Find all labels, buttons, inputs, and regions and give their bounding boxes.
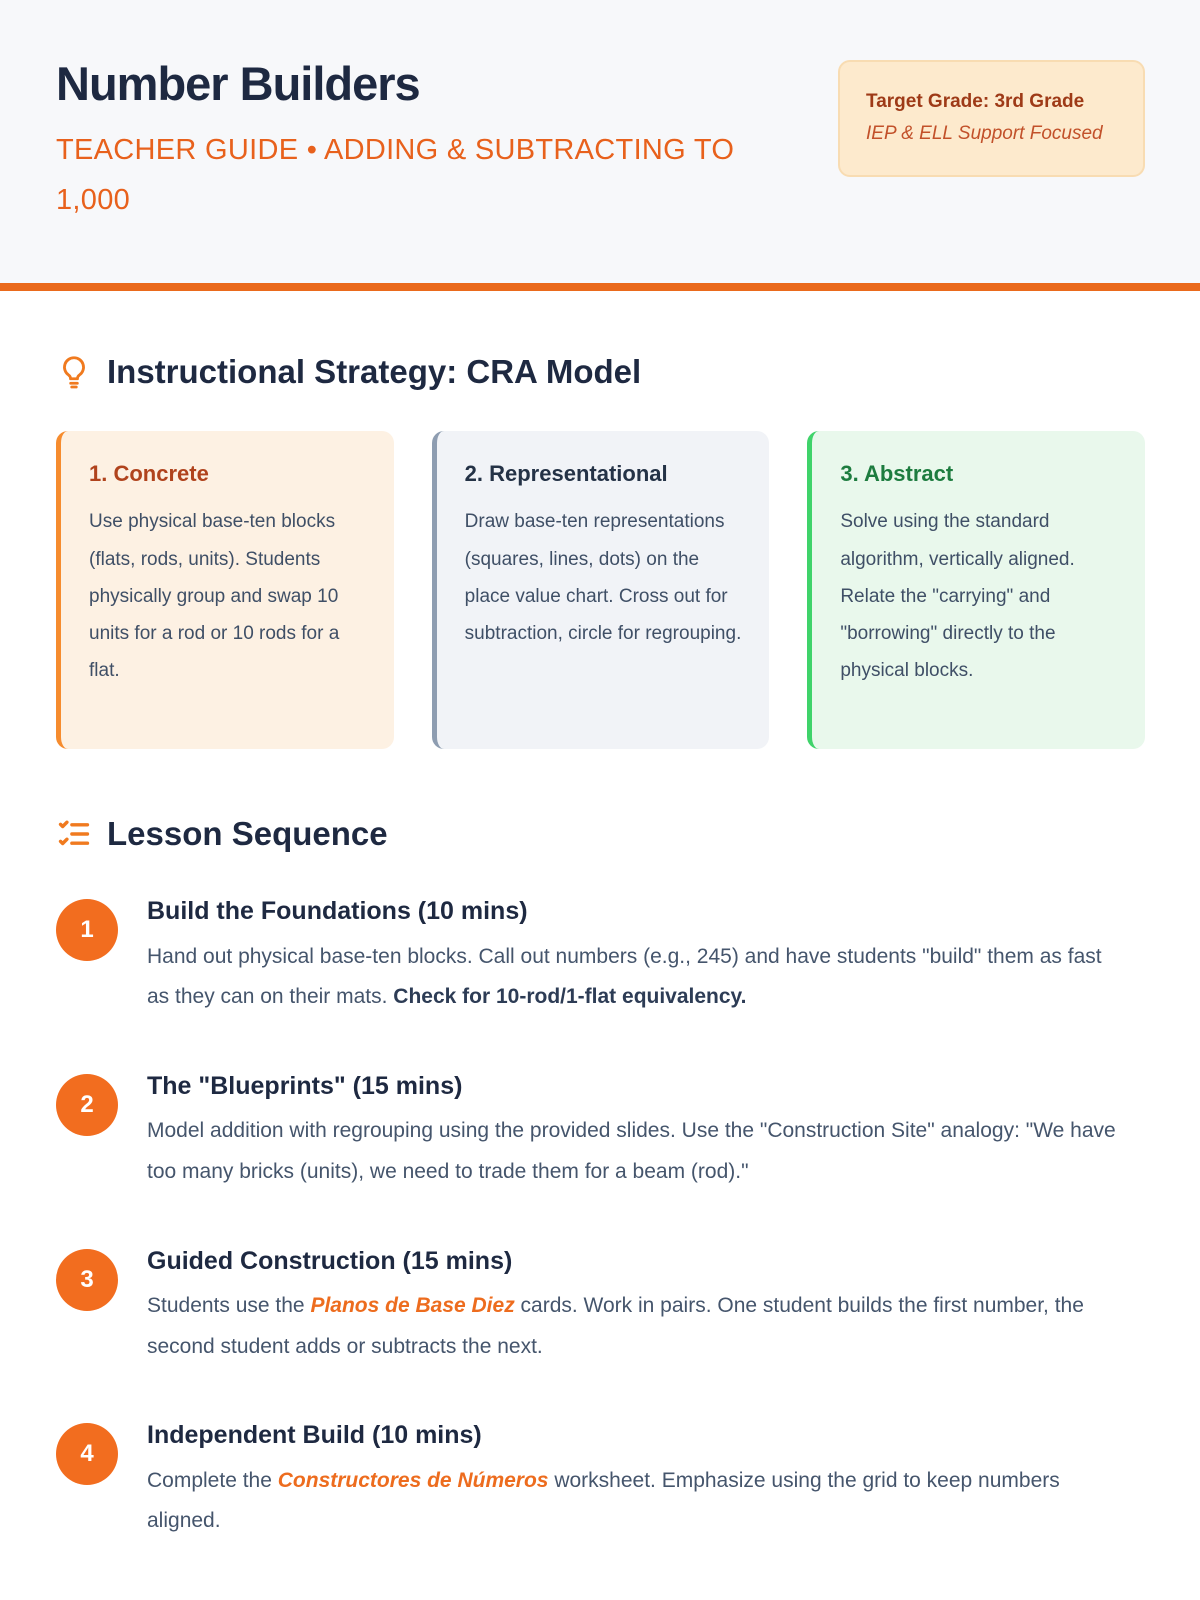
step-4-body <box>147 1461 1122 1542</box>
card-abstract-body: Solve using the standard algorithm, vertically aligned. Relate the "carrying" and "borrowing" directly to the physical blocks. <box>840 511 1075 682</box>
step-1-body <box>147 937 1122 1018</box>
orange-divider <box>0 283 1200 291</box>
step-4 <box>56 1419 1145 1542</box>
strategy-section-heading <box>56 353 1145 391</box>
step-3-content <box>147 1245 1122 1368</box>
step-2 <box>56 1070 1145 1193</box>
lightbulb-icon <box>56 354 92 390</box>
header-title-group <box>56 58 796 225</box>
step-4-spanish-term: Constructores de Números <box>277 1468 549 1492</box>
step-2-body: Model addition with regrouping using the provided slides. Use the "Construction Site" analogy: "We have too many bricks (units), we need to trade them for a beam (rod)." <box>147 1119 1116 1183</box>
document-body <box>0 353 1200 1571</box>
cra-cards <box>56 431 1145 749</box>
step-4-content <box>147 1419 1122 1542</box>
card-abstract <box>807 431 1145 749</box>
step-1-content <box>147 895 1122 1018</box>
lesson-steps <box>56 895 1145 1541</box>
page-subtitle: TEACHER GUIDE • ADDING & SUBTRACTING TO 1,000 <box>56 133 735 216</box>
step-3-body <box>147 1286 1122 1367</box>
card-concrete-title: 1. Concrete <box>89 461 209 487</box>
step-2-number-badge: 2 <box>56 1074 118 1136</box>
document-header <box>0 0 1200 283</box>
step-3-spanish-term: Planos de Base Diez <box>310 1294 515 1317</box>
step-4-number-badge: 4 <box>56 1423 118 1485</box>
step-2-content <box>147 1070 1122 1193</box>
sequence-section-title: Lesson Sequence <box>107 815 388 853</box>
support-focus-text: IEP & ELL Support Focused <box>866 123 1103 145</box>
card-representational-title: 2. Representational <box>464 461 668 487</box>
strategy-section-title: Instructional Strategy: CRA Model <box>107 353 642 391</box>
step-4-body-text: Complete the <box>147 1468 278 1492</box>
sequence-section-heading <box>56 815 1145 853</box>
card-representational-body: Draw base-ten representations (squares, lines, dots) on the place value chart. Cross out for subtraction, circle for regrouping. <box>464 511 742 645</box>
step-3 <box>56 1245 1145 1368</box>
card-concrete-body: Use physical base-ten blocks (flats, rods, units). Students physically group and swap 10 units for a rod or 10 rods for a flat. <box>89 511 340 682</box>
step-1-number-badge: 1 <box>56 899 118 961</box>
step-3-number-badge: 3 <box>56 1249 118 1311</box>
card-abstract-title: 3. Abstract <box>840 461 954 487</box>
step-4-body-text-after: worksheet. Emphasize using the grid to keep numbers aligned. <box>147 1468 1060 1533</box>
step-3-body-text: Students use the <box>147 1294 311 1317</box>
step-3-body-text-after: cards. Work in pairs. One student builds the first number, the second student adds or subtracts the next. <box>147 1294 1084 1358</box>
step-1 <box>56 895 1145 1018</box>
step-4-title: Independent Build (10 mins) <box>147 1421 482 1450</box>
step-2-title: The "Blueprints" (15 mins) <box>147 1071 463 1100</box>
card-representational <box>432 431 770 749</box>
target-grade-badge <box>838 60 1145 177</box>
target-grade-text: Target Grade: 3rd Grade <box>866 91 1085 112</box>
checklist-icon <box>56 817 92 851</box>
card-concrete <box>56 431 394 749</box>
step-1-body-emphasis: Check for 10-rod/1-flat equivalency. <box>393 985 747 1009</box>
step-1-title: Build the Foundations (10 mins) <box>147 897 528 926</box>
step-1-body-text: Hand out physical base-ten blocks. Call out numbers (e.g., 245) and have students "build" them as fast as they can on their mats. <box>147 944 1102 1009</box>
page-title: Number Builders <box>56 57 420 110</box>
step-3-title: Guided Construction (15 mins) <box>147 1246 513 1275</box>
